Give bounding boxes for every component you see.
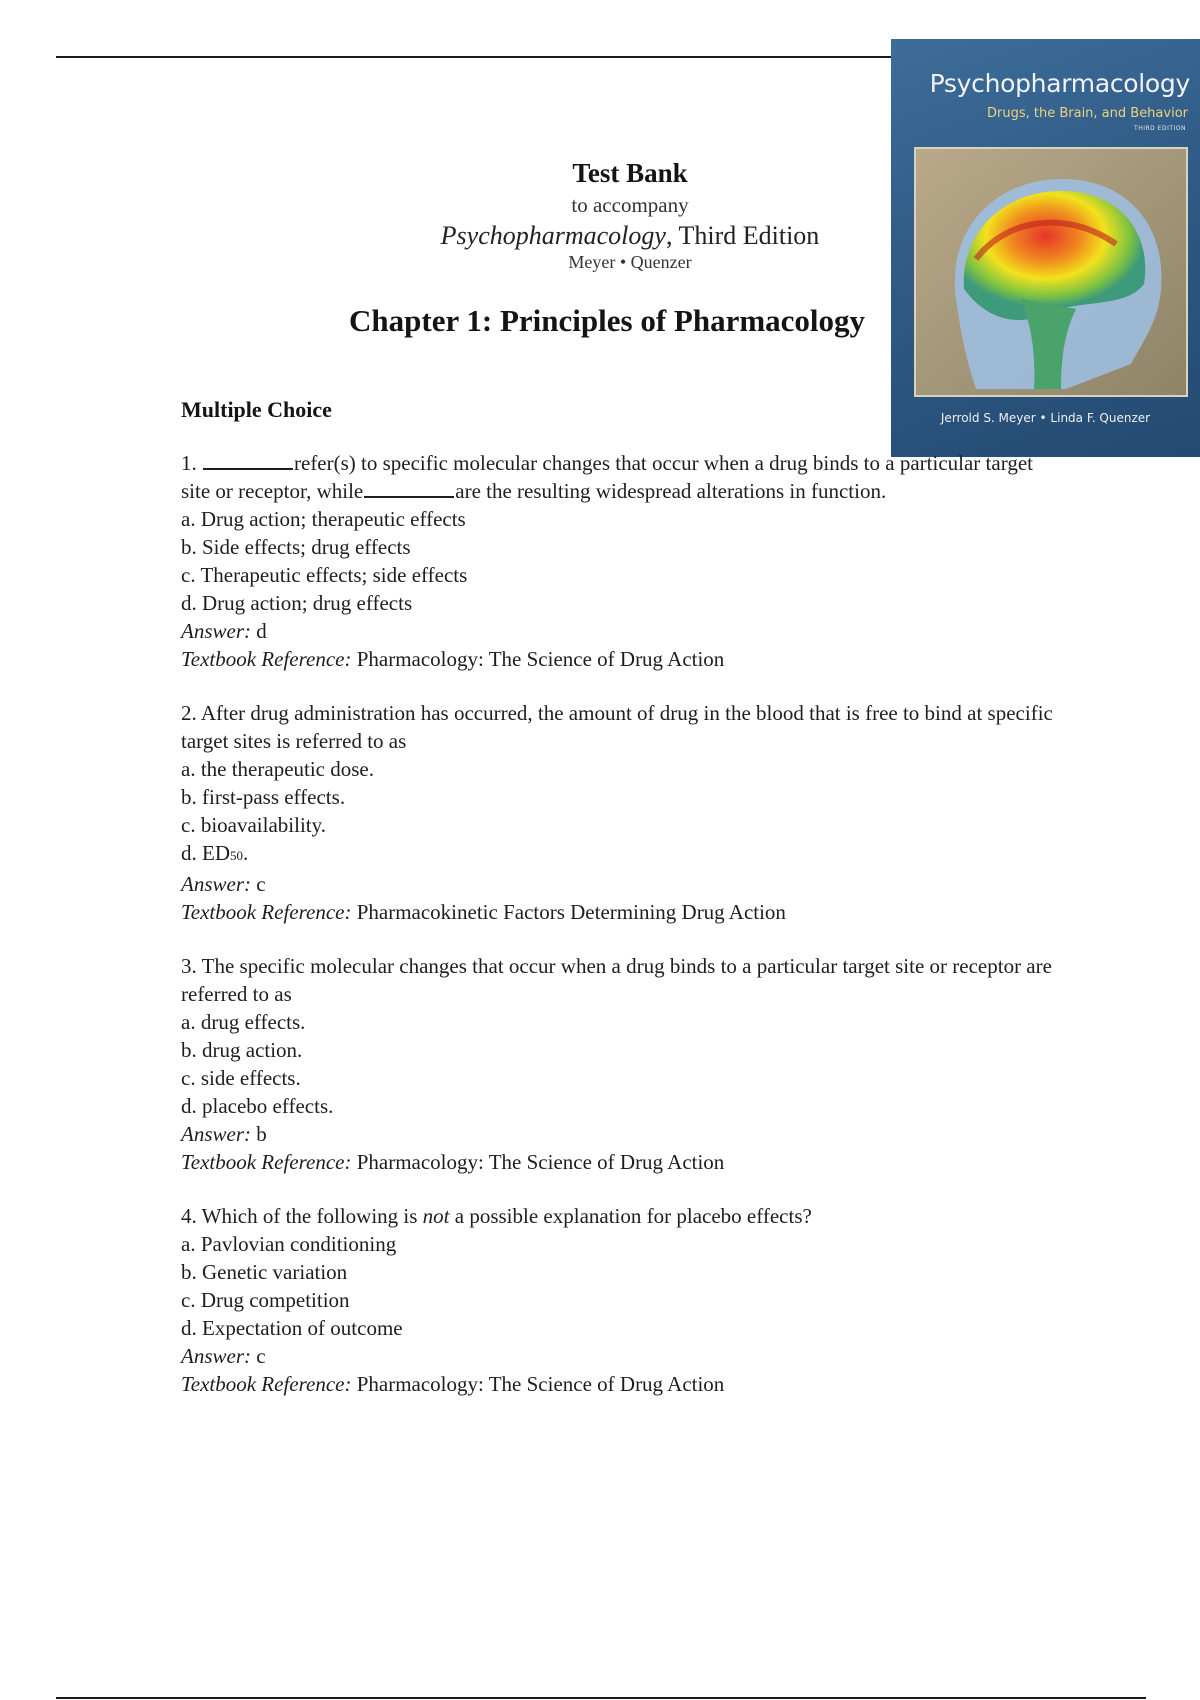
answer-value: d: [256, 619, 267, 643]
reference-value: Pharmacology: The Science of Drug Action: [356, 1372, 725, 1396]
option-b: b. Side effects; drug effects: [181, 535, 411, 559]
cover-authors: Jerrold S. Meyer • Linda F. Quenzer: [940, 411, 1151, 425]
authors-line: Meyer • Quenzer: [568, 252, 692, 272]
option-b: b. drug action.: [181, 1038, 303, 1062]
subscript: 50: [230, 848, 243, 863]
option-b: b. first-pass effects.: [181, 785, 346, 809]
option-d: d. Expectation of outcome: [181, 1316, 403, 1340]
top-rule: [56, 56, 892, 58]
question-stem: 1. refer(s) to specific molecular changes that occur when a drug binds to a particular target site or receptor, while are the resulting widespread alterations in function.: [181, 451, 1033, 503]
answer-label: Answer:: [181, 1344, 251, 1368]
reference-value: Pharmacology: The Science of Drug Action: [356, 1150, 725, 1174]
answer-label: Answer:: [181, 872, 251, 896]
option-a: a. drug effects.: [181, 1010, 306, 1034]
fill-in-blank: [364, 478, 454, 498]
option-d: d. ED50.: [181, 841, 249, 865]
answer-line: [181, 870, 1061, 898]
reference-value: Pharmacology: The Science of Drug Action: [356, 647, 725, 671]
fill-in-blank: [203, 450, 293, 470]
accompany-line: to accompany: [571, 193, 689, 217]
question-4: [181, 1202, 1061, 1398]
question-stem: 4. Which of the following is not a possible explanation for placebo effects?: [181, 1204, 812, 1228]
reference-line: [181, 1148, 1061, 1176]
document-title: Test Bank: [572, 158, 688, 188]
reference-label: Textbook Reference:: [181, 900, 352, 924]
cover-edition: THIRD EDITION: [1134, 125, 1186, 132]
reference-line: [181, 645, 1061, 673]
reference-label: Textbook Reference:: [181, 1150, 352, 1174]
question-list: [181, 449, 1061, 1424]
book-edition: , Third Edition: [665, 221, 820, 250]
reference-label: Textbook Reference:: [181, 1372, 352, 1396]
cover-title: Psychopharmacology: [929, 69, 1190, 98]
question-stem: 3. The specific molecular changes that occur when a drug binds to a particular target site or receptor are referred to as: [181, 954, 1052, 1006]
answer-line: [181, 1342, 1061, 1370]
reference-value: Pharmacokinetic Factors Determining Drug Action: [356, 900, 786, 924]
bottom-rule: [56, 1697, 1146, 1699]
answer-label: Answer:: [181, 619, 251, 643]
book-title-line: [0, 221, 1200, 251]
option-d: d. Drug action; drug effects: [181, 591, 413, 615]
answer-value: b: [256, 1122, 267, 1146]
option-a: a. Pavlovian conditioning: [181, 1232, 397, 1256]
option-c: c. side effects.: [181, 1066, 301, 1090]
answer-line: [181, 617, 1061, 645]
question-1: [181, 449, 1061, 673]
answer-value: c: [256, 1344, 266, 1368]
option-c: c. Drug competition: [181, 1288, 350, 1312]
option-b: b. Genetic variation: [181, 1260, 348, 1284]
question-stem: 2. After drug administration has occurred, the amount of drug in the blood that is free to bind at specific target sites is referred to as: [181, 701, 1053, 753]
reference-label: Textbook Reference:: [181, 647, 352, 671]
option-d: d. placebo effects.: [181, 1094, 334, 1118]
book-title: Psychopharmacology: [440, 221, 666, 250]
question-3: [181, 952, 1061, 1176]
answer-label: Answer:: [181, 1122, 251, 1146]
section-heading: Multiple Choice: [181, 397, 332, 422]
emphasis: not: [422, 1204, 450, 1228]
option-c: c. Therapeutic effects; side effects: [181, 563, 468, 587]
cover-subtitle: Drugs, the Brain, and Behavior: [986, 106, 1188, 121]
option-c: c. bioavailability.: [181, 813, 327, 837]
option-a: a. Drug action; therapeutic effects: [181, 507, 466, 531]
chapter-title: Chapter 1: Principles of Pharmacology: [349, 303, 866, 338]
reference-line: [181, 1370, 1061, 1398]
answer-line: [181, 1120, 1061, 1148]
answer-value: c: [256, 872, 266, 896]
question-2: [181, 699, 1061, 926]
option-a: a. the therapeutic dose.: [181, 757, 374, 781]
reference-line: [181, 898, 1061, 926]
